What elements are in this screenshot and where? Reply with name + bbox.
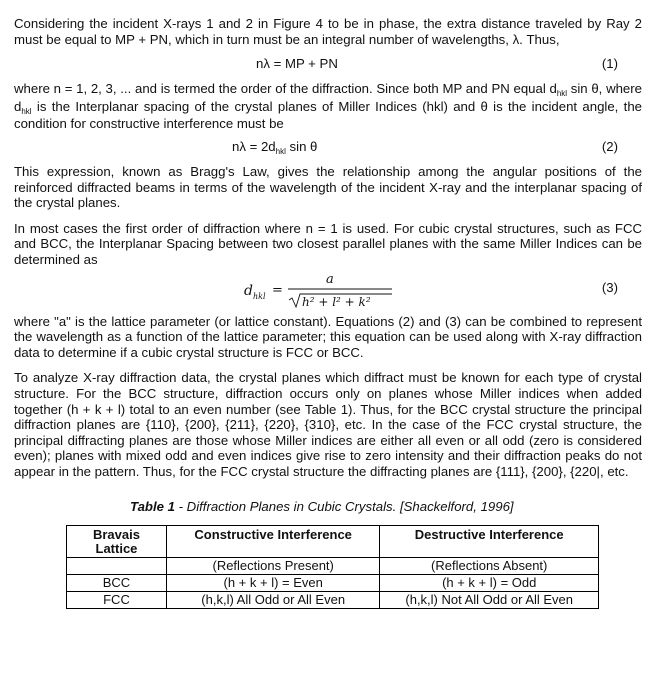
equation-1-expression: nλ = MP + PN <box>256 56 338 72</box>
table-cell: (h,k,l) All Odd or All Even <box>166 592 379 609</box>
equation-2-post: sin θ <box>285 138 318 154</box>
equation-2-pre: nλ = 2d <box>232 138 276 154</box>
header-constructive-interference: Constructive Interference <box>166 526 379 558</box>
equation-3-lhs: d <box>244 282 253 299</box>
equation-2 <box>14 138 642 158</box>
table-caption <box>14 499 642 515</box>
diffraction-planes-table <box>66 525 599 609</box>
equation-3-number: (3) <box>601 279 618 295</box>
equation-3-lhs-subscript: hkl <box>253 291 266 301</box>
table-cell: BCC <box>67 575 167 592</box>
table-cell: (Reflections Absent) <box>380 558 599 575</box>
table-cell: (h,k,l) Not All Odd or All Even <box>380 592 599 609</box>
table-caption-label: Table 1 <box>130 499 175 515</box>
paragraph-text: sin θ, where d <box>14 81 642 114</box>
table-cell: (h + k + l) = Even <box>166 575 379 592</box>
header-bravais-lattice: Bravais Lattice <box>67 526 167 558</box>
paragraph-text: where n = 1, 2, 3, ... and is termed the order of the diffraction. Since both MP and PN equal d <box>14 81 557 97</box>
table-caption-text: - Diffraction Planes in Cubic Crystals. [Shackelford, 1996] <box>174 499 514 515</box>
paragraph-interplanar-spacing: In most cases the first order of diffraction where n = 1 is used. For cubic crystal structures, such as FCC and BCC, the Interplanar Spacing between two closest parallel planes with the same Miller Indices can be determined as <box>14 220 642 267</box>
table-cell: FCC <box>67 592 167 609</box>
equation-3 <box>14 272 642 310</box>
table-row <box>67 575 599 592</box>
paragraph-braggs-law: This expression, known as Bragg's Law, gives the relationship among the angular positions of the reinforced diffracted beams in terms of the wavelength of the incident X-ray and the interplanar spacing of the crystal planes. <box>14 163 642 211</box>
paragraph-analysis: To analyze X-ray diffraction data, the crystal planes which diffract must be known for each type of crystal structure. For the BCC structure, diffraction occurs only on planes whose Miller indices when added together (h + k + l) total to an even number (see Table 1). Thus, for the BCC crystal structure the principal diffraction planes are {110}, {200}, {211}, {220}, {310}, etc. In the case of the FCC crystal structure, the principal diffracting planes are those whose Miller indices are either all even or all odd (zero is considered even); planes with mixed odd and even indices give rise to zero intensity and their diffraction peaks do not appear in the pattern. Thus, for the FCC crystal structure the diffracting planes are {111}, {200}, {220|, etc. <box>14 370 642 479</box>
subscript-hkl: hkl <box>275 146 286 156</box>
equation-2-number: (2) <box>601 138 618 154</box>
paragraph-intro: Considering the incident X-rays 1 and 2 in Figure 4 to be in phase, the extra distance traveled by Ray 2 must be equal to MP + PN, which in turn must be an integral number of wavelengths, λ. Thus, <box>14 16 642 47</box>
equation-3-denominator: h² + l² + k² <box>302 294 371 309</box>
paragraph-lattice-parameter: where "a" is the lattice parameter (or lattice constant). Equations (2) and (3) can be combined to represent the wavelength as a function of the lattice parameter; this equation can be used along with X-ray diffraction data to determine if a cubic crystal structure is FCC or BCC. <box>14 313 642 360</box>
subscript-hkl: hkl <box>21 106 32 116</box>
subscript-hkl: hkl <box>556 89 568 99</box>
equation-1 <box>14 55 642 75</box>
table-subheader-row <box>67 558 599 575</box>
document-page <box>14 16 642 609</box>
equation-3-formula <box>242 272 412 310</box>
equation-3-numerator: a <box>326 271 334 287</box>
table-header-row <box>67 526 599 558</box>
equation-1-number: (1) <box>601 56 618 72</box>
table-row <box>67 592 599 609</box>
equation-2-expression <box>232 139 317 157</box>
paragraph-text: is the Interplanar spacing of the crystal planes of Miller Indices (hkl) and θ is the incident angle, the condition for constructive interference must be <box>14 98 642 132</box>
table-cell: (h + k + l) = Odd <box>380 575 599 592</box>
header-destructive-interference: Destructive Interference <box>380 526 599 558</box>
paragraph-order-of-diffraction <box>14 81 642 132</box>
equals-sign: = <box>272 282 283 298</box>
table-cell: (Reflections Present) <box>166 558 379 575</box>
table-cell <box>67 558 167 575</box>
